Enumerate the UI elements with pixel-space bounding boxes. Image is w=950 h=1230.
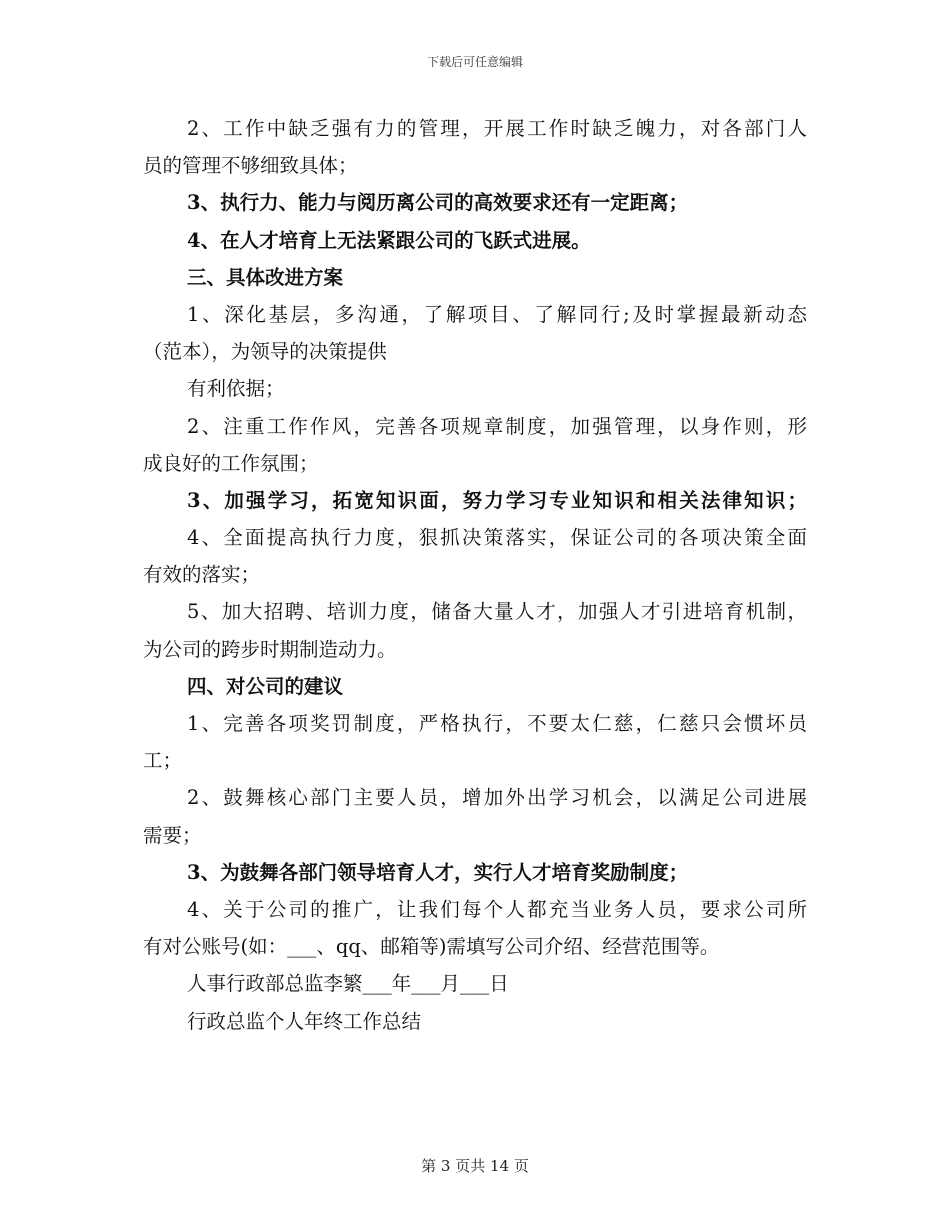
section-heading: 三、具体改进方案 (187, 265, 344, 289)
text-line: 2、工作中缺乏强有力的管理，开展工作时缺乏魄力，对各部门人 (187, 117, 807, 140)
text-line: 3、为鼓舞各部门领导培育人才，实行人才培育奖励制度； (187, 860, 689, 884)
text-line: 需要； (143, 823, 202, 847)
text-line: 有效的落实； (143, 563, 261, 587)
next-document-title: 行政总监个人年终工作总结 (187, 1009, 422, 1033)
signature-line: 人事行政部总监李繁___年___月___日 (187, 972, 509, 996)
document-body (143, 110, 807, 1040)
text-line: 有对公账号(如：___、qq、邮箱等)需填写公司介绍、经营范围等。 (143, 935, 720, 959)
section-heading: 四、对公司的建议 (187, 674, 344, 698)
text-line: 成良好的工作氛围； (143, 451, 319, 475)
text-line: 1、完善各项奖罚制度，严格执行，不要太仁慈，仁慈只会惯坏员 (187, 712, 807, 735)
text-line: （范本），为领导的决策提供 (143, 340, 387, 364)
text-line: 3、执行力、能力与阅历离公司的高效要求还有一定距离； (187, 191, 689, 215)
text-line: 2、鼓舞核心部门主要人员，增加外出学习机会，以满足公司进展 (187, 786, 807, 810)
page-footer: 第 3 页共 14 页 (421, 1157, 529, 1175)
text-line: 1、深化基层，多沟通，了解项目、了解同行;及时掌握最新动态 (187, 302, 807, 326)
page-header: 下载后可任意编辑 (426, 55, 523, 69)
text-line: 有利依据； (187, 377, 285, 401)
text-line: 3、加强学习，拓宽知识面，努力学习专业知识和相关法律知识； (187, 488, 807, 512)
text-line: 4、全面提高执行力度，狠抓决策落实，保证公司的各项决策全面 (187, 526, 807, 550)
text-line: 为公司的跨步时期制造动力。 (143, 637, 397, 661)
text-line: 2、注重工作作风，完善各项规章制度，加强管理，以身作则，形 (187, 414, 807, 438)
text-line: 5、加大招聘、培训力度，储备大量人才，加强人才引进培育机制， (187, 600, 807, 624)
text-line: 工； (143, 749, 183, 773)
text-line: 员的管理不够细致具体； (143, 154, 358, 178)
text-line: 4、关于公司的推广，让我们每个人都充当业务人员，要求公司所 (187, 897, 807, 921)
text-line: 4、在人才培育上无法紧跟公司的飞跃式进展。 (187, 228, 591, 252)
